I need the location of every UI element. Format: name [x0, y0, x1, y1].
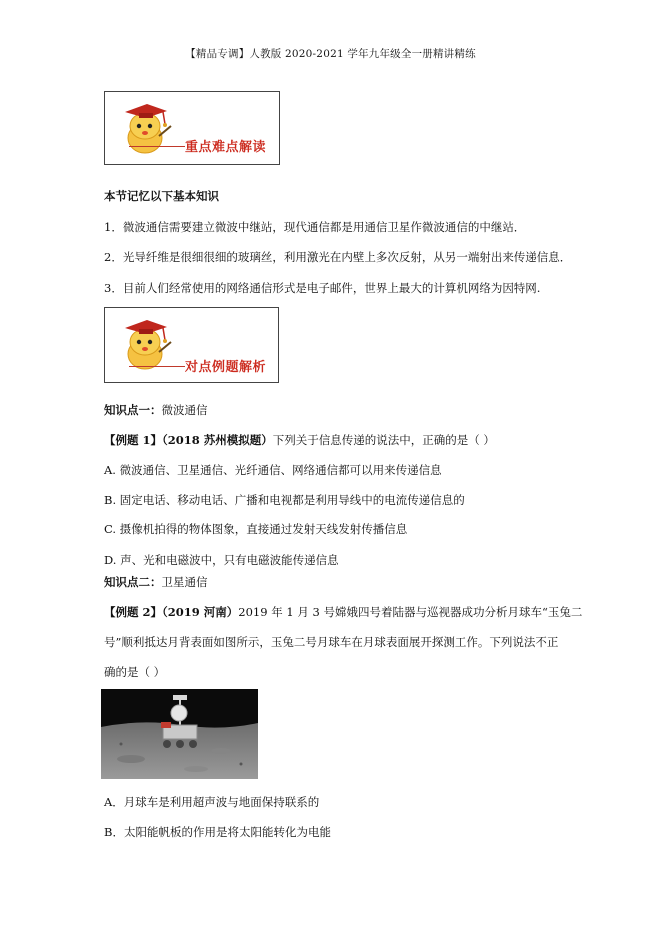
example-1-question	[104, 432, 495, 448]
option-item: A．月球车是利用超声波与地面保持联系的	[104, 795, 320, 809]
example-question-line: 号”顺利抵达月背表面如图所示，玉兔二号月球车在月球表面展开探测工作。下列说法不正	[104, 635, 559, 649]
option-item: C. 摄像机拍得的物体图象，直接通过发射天线发射传播信息	[104, 522, 408, 536]
banner-underline	[129, 366, 185, 367]
page-header: 【精品专调】人教版 2020-2021 学年九年级全一册精讲精练	[185, 48, 476, 60]
section-heading: 本节记忆以下基本知识	[104, 189, 219, 203]
lunar-rover-photo	[101, 689, 258, 779]
list-item: 1．微波通信需要建立微波中继站，现代通信都是用通信卫星作微波通信的中继站．	[104, 220, 526, 234]
knowledge-point-2	[104, 574, 208, 590]
example-question-line: 确的是（ ）	[104, 665, 166, 679]
knowledge-point-1	[104, 402, 208, 418]
knowledge-label: 知识点二：	[104, 575, 162, 589]
knowledge-topic: 微波通信	[161, 403, 208, 417]
option-item: A. 微波通信、卫星通信、光纤通信、网络通信都可以用来传递信息	[104, 463, 442, 477]
banner-key-points	[104, 91, 280, 165]
option-item: B. 固定电话、移动电话、广播和电视都是利用导线中的电流传递信息的	[104, 493, 465, 507]
graduate-mascot-icon	[119, 312, 179, 374]
list-item: 2．光导纤维是很细很细的玻璃丝，利用激光在内壁上多次反射，从另一端射出来传递信息．	[104, 250, 572, 264]
example-question: 下列关于信息传递的说法中，正确的是（ ）	[272, 433, 495, 447]
graduate-mascot-icon	[119, 96, 179, 158]
knowledge-label: 知识点一：	[104, 403, 162, 417]
banner-examples	[104, 307, 279, 383]
list-item: 3．目前人们经常使用的网络通信形式是电子邮件，世界上最大的计算机网络为因特网.	[104, 281, 541, 295]
example-2-question	[104, 604, 582, 620]
banner-label: 重点难点解读	[185, 140, 267, 155]
banner-underline	[129, 146, 185, 147]
knowledge-topic: 卫星通信	[161, 575, 208, 589]
example-question-line: 2019 年 1 月 3 号嫦娥四号着陆器与巡视器成功分析月球车“玉兔二	[238, 605, 583, 619]
lunar-rover-image	[101, 689, 258, 779]
example-source: （2018 苏州模拟题）	[162, 433, 273, 447]
example-source: （2019 河南）	[162, 605, 239, 619]
option-item: D. 声、光和电磁波中，只有电磁波能传递信息	[104, 553, 339, 567]
option-item: B．太阳能帆板的作用是将太阳能转化为电能	[104, 825, 331, 839]
example-tag: 【例题 1】	[104, 433, 163, 447]
banner-label: 对点例题解析	[185, 360, 267, 375]
example-tag: 【例题 2】	[104, 605, 163, 619]
